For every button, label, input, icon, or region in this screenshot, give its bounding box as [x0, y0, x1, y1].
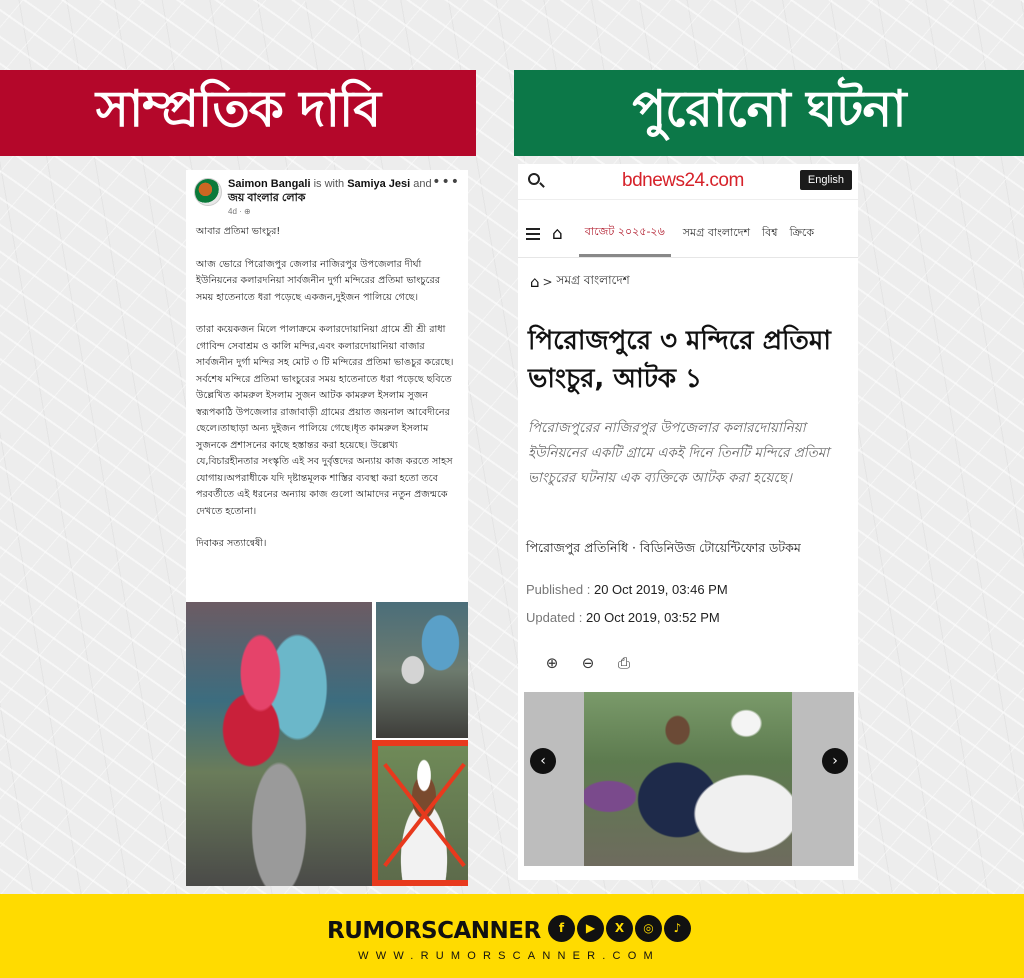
nav-budget[interactable]: বাজেট ২০২৫-২৬	[579, 211, 671, 257]
cross-mark-icon	[378, 746, 468, 880]
post-paragraph: দিবাকর সত্যান্বেষী।	[196, 538, 267, 549]
photo-crossed-man[interactable]	[372, 740, 468, 886]
more-horizontal-icon[interactable]: •••	[432, 174, 460, 190]
post-author-line	[228, 177, 438, 205]
published-value: 20 Oct 2019, 03:46 PM	[593, 582, 728, 597]
post-paragraph: আবার প্রতিমা ভাংচুর!	[196, 226, 281, 237]
youtube-icon[interactable]: ▶	[577, 915, 604, 942]
x-icon[interactable]: X	[606, 915, 633, 942]
brand-name: RUMORSCANNER	[327, 918, 541, 944]
slider-photo[interactable]	[584, 692, 792, 866]
post-time	[228, 207, 251, 216]
search-icon[interactable]	[528, 173, 540, 185]
breadcrumb-section[interactable]: সমগ্র বাংলাদেশ	[556, 273, 630, 287]
article-lead: পিরোজপুরের নাজিরপুর উপজেলার কলারদোয়ানিয়া ইউনিয়নের একটি গ্রামে একই দিনে তিনটি মন্দিরে প্রতিমা ভাংচুরের ঘটনায় এক ব্যক্তিকে আটক করা হয়েছে।	[528, 420, 830, 486]
article-tools	[542, 654, 634, 672]
avatar[interactable]	[194, 178, 222, 206]
nav-world[interactable]: বিশ্ব	[762, 226, 778, 239]
post-paragraph: আজ ভোরে পিরোজপুর জেলার নাজিরপুর উপজেলার দীর্ঘা ইউনিয়নের কলারদনিয়া সার্বজনীন দুর্গা মন্দিরের প্রতিমা ভাংচুরের সময় হাতেনাতে ধরা পড়েছে একজন,দুইজন পালিয়ে গেছে।	[196, 258, 440, 303]
site-nav	[518, 210, 858, 258]
claim-banner: সাম্প্রতিক দাবি	[0, 70, 476, 156]
chevron-right-icon: >	[542, 275, 557, 289]
globe-icon: · ⊕	[239, 207, 251, 216]
bdnews-article-screenshot	[518, 164, 858, 880]
footer	[0, 894, 1024, 978]
zoom-out-icon[interactable]: ⊖	[581, 654, 595, 672]
group-name[interactable]: জয় বাংলার লোক	[228, 192, 306, 204]
home-icon[interactable]: ⌂	[552, 223, 563, 244]
post-paragraph: তারা কয়েকজন মিলে পালাক্রমে কলারদোয়ানিয়া গ্রামে শ্রী শ্রী রাধা গোবিন্দ সেবাশ্রম ও কালি মন্দির,এবং কলারদোয়ানিয়া বাজার সার্বজনীন দুর্গা মন্দির সহ মোট ৩ টি মন্দিরের প্রতিমা ভাঙচুর করেছে।সর্বশেষ মন্দিরে প্রতিমা ভাংচুরের সময় হাতেনাতে ধরা পড়েছে ছবিতে উল্লেখিত কামরুল ইসলাম সুজন আটক কামরুল ইসলাম সুজন স্বরূপকাঠি উপজেলার রাজাবাড়ী গ্রামের প্রয়াত জয়নাল আবেদীনের ছেলে।তাছাড়া অন্য দুইজন পালিয়ে গেছে।ধৃত কামরুল ইসলাম সুজনকে প্রশাসনের কাছে হস্তান্তর করা হয়েছে। উল্লেখ্য যে,বিচারহীনতার সংস্কৃতি এই সব দুর্বৃত্তদের অন্যায় কাজ করতে সাহস যোগায়।অপরাধীকে যদি দৃষ্টান্তমূলক শাস্তির ব্যবস্থা করা হতো তবে পরবর্তীতে এই ধরনের অন্যায় কাজ গুলো আমাদের নতুন প্রজন্মকে দেখতে হতোনা।	[196, 324, 454, 517]
updated-label: Updated	[526, 610, 576, 625]
facebook-post-screenshot	[186, 170, 468, 886]
photo-broken-idol[interactable]	[186, 602, 372, 886]
post-photos	[186, 602, 468, 886]
post-header	[186, 170, 468, 220]
print-icon[interactable]: ⎙	[617, 654, 630, 672]
photo-temple-debris[interactable]	[376, 602, 468, 738]
menu-icon[interactable]	[526, 228, 540, 240]
author-name[interactable]: Saimon Bangali	[228, 178, 311, 190]
updated-date: Updated : 20 Oct 2019, 03:52 PM	[526, 610, 720, 625]
published-label: Published	[526, 582, 584, 597]
tiktok-icon[interactable]: ♪	[664, 915, 691, 942]
nav-bangladesh[interactable]: সমগ্র বাংলাদেশ	[682, 226, 750, 239]
photo-slider	[524, 692, 854, 866]
english-button[interactable]: English	[800, 170, 852, 190]
chevron-left-icon[interactable]: ‹	[530, 748, 556, 774]
website-url[interactable]: WWW.RUMORSCANNER.COM	[358, 950, 660, 962]
with-text: is with	[313, 178, 345, 190]
social-icons	[548, 915, 691, 942]
post-time-text: 4d	[228, 207, 237, 216]
site-logo[interactable]: bdnews24.com	[622, 170, 744, 191]
post-text	[186, 220, 468, 553]
updated-value: 20 Oct 2019, 03:52 PM	[586, 610, 720, 625]
zoom-in-icon[interactable]: ⊕	[545, 654, 559, 672]
article-headline: পিরোজপুরে ৩ মন্দিরে প্রতিমা ভাংচুর, আটক ১	[528, 326, 831, 394]
chevron-right-icon[interactable]: ›	[822, 748, 848, 774]
fact-banner: পুরোনো ঘটনা	[514, 70, 1024, 156]
instagram-icon[interactable]: ◎	[635, 915, 662, 942]
tagged-name[interactable]: Samiya Jesi	[347, 178, 411, 190]
nav-cricket[interactable]: ক্রিকে	[789, 226, 815, 239]
site-header	[518, 164, 858, 200]
article-byline: পিরোজপুর প্রতিনিধি · বিডিনিউজ টোয়েন্টিফোর ডটকম	[526, 540, 801, 555]
published-date: Published : 20 Oct 2019, 03:46 PM	[526, 582, 728, 597]
home-icon[interactable]: ⌂	[530, 273, 540, 291]
facebook-icon[interactable]: f	[548, 915, 575, 942]
and-text: and	[413, 178, 432, 190]
breadcrumb	[530, 272, 630, 292]
